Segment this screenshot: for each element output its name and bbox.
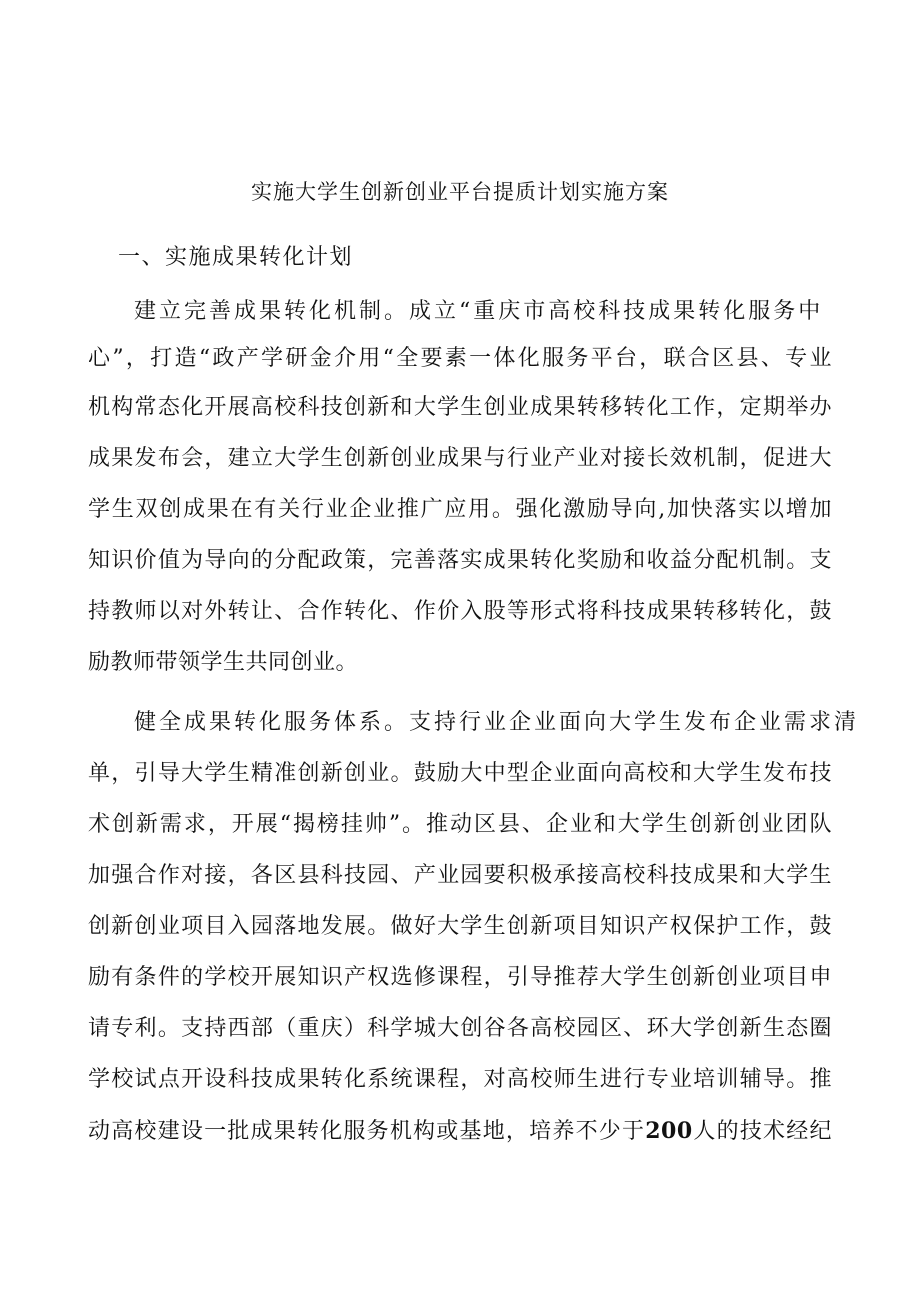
paragraph-2-line: 加强合作对接，各区县科技园、产业园要积极承接高校科技成果和大学生 bbox=[88, 863, 832, 888]
paragraph-2-line: 健全成果转化服务体系。支持行业企业面向大学生发布企业需求清 bbox=[134, 710, 860, 735]
paragraph-1-line: 持教师以对外转让、合作转化、作价入股等形式将科技成果转移转化，鼓 bbox=[88, 599, 832, 624]
line-text: 动高校建设一批成果转化服务机构或基地，培养不少于 bbox=[88, 1119, 646, 1144]
paragraph-1-line: 学生双创成果在有关行业企业推广应用。强化激励导向,加快落实以增加 bbox=[88, 497, 832, 522]
paragraph-2-line: 创新创业项目入园落地发展。做好大学生创新项目知识产权保护工作，鼓 bbox=[88, 914, 832, 939]
paragraph-2-line: 请专利。支持西部（重庆）科学城大创谷各高校园区、环大学创新生态圈 bbox=[88, 1016, 832, 1041]
paragraph-1-line: 知识价值为导向的分配政策，完善落实成果转化奖励和收益分配机制。支 bbox=[88, 548, 832, 573]
paragraph-2-line: 学校试点开设科技成果转化系统课程，对高校师生进行专业培训辅导。推 bbox=[88, 1067, 832, 1092]
paragraph-1-line: 机构常态化开展高校科技创新和大学生创业成果转移转化工作，定期举办 bbox=[88, 395, 832, 420]
paragraph-2-line: 术创新需求，开展“揭榜挂帅”。推动区县、企业和大学生创新创业团队 bbox=[88, 812, 832, 837]
section-heading: 一、实施成果转化计划 bbox=[118, 245, 354, 270]
paragraph-2-line bbox=[88, 1113, 832, 1150]
paragraph-2-line: 励有条件的学校开展知识产权选修课程，引导推荐大学生创新创业项目申 bbox=[88, 965, 832, 990]
paragraph-1-line: 心”，打造“政产学研金介用“全要素一体化服务平台，联合区县、专业 bbox=[88, 346, 832, 371]
paragraph-2-line: 单，引导大学生精准创新创业。鼓励大中型企业面向高校和大学生发布技 bbox=[88, 761, 832, 786]
count-number: 200 bbox=[645, 1118, 693, 1144]
paragraph-1-line: 建立完善成果转化机制。成立“重庆市高校科技成果转化服务中 bbox=[134, 299, 824, 324]
paragraph-1-line: 励教师带领学生共同创业。 bbox=[88, 650, 359, 675]
line-text: 人的技术经纪 bbox=[692, 1119, 832, 1144]
paragraph-1-line: 成果发布会，建立大学生创新创业成果与行业产业对接长效机制，促进大 bbox=[88, 446, 832, 471]
document-title: 实施大学生创新创业平台提质计划实施方案 bbox=[251, 180, 669, 204]
